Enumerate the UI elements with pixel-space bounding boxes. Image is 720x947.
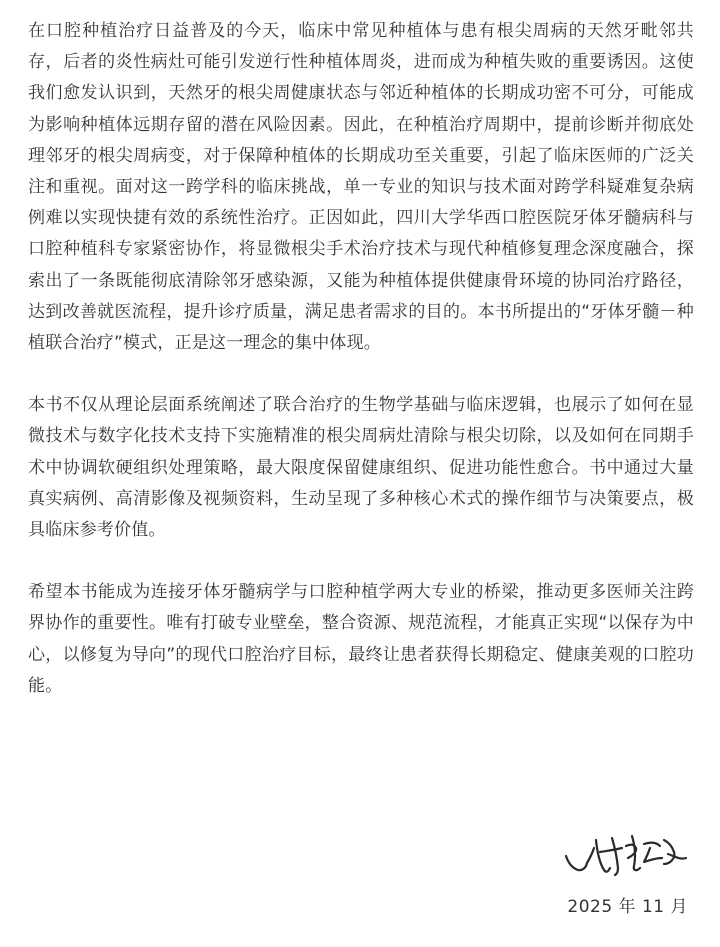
preface-body [28, 16, 694, 702]
paragraph-2: 本书不仅从理论层面系统阐述了联合治疗的生物学基础与临床逻辑，也展示了如何在显微技术与数字化技术支持下实施精准的根尖周病灶清除与根尖切除，以及如何在同期手术中协调软硬组织处理策略，最大限度保留健康组织、促进功能性愈合。书中通过大量真实病例、高清影像及视频资料，生动呈现了多种核心术式的操作细节与决策要点，极具临床参考价值。 [28, 395, 694, 541]
paragraph-3: 希望本书能成为连接牙体牙髓病学与口腔种植学两大专业的桥梁，推动更多医师关注跨界协作的重要性。唯有打破专业壁垒，整合资源、规范流程，才能真正实现“以保存为中心，以修复为导向”的现代口腔治疗目标，最终让患者获得长期稳定、健康美观的口腔功能。 [28, 582, 694, 696]
paragraph-1: 在口腔种植治疗日益普及的今天，临床中常见种植体与患有根尖周病的天然牙毗邻共存，后者的炎性病灶可能引发逆行性种植体周炎，进而成为种植失败的重要诱因。这使我们愈发认识到，天然牙的根尖周健康状态与邻近种植体的长期成功密不可分，可能成为影响种植体远期存留的潜在风险因素。因此，在种植治疗周期中，提前诊断并彻底处理邻牙的根尖周病变，对于保障种植体的长期成功至关重要，引起了临床医师的广泛关注和重视。面对这一跨学科的临床挑战，单一专业的知识与技术面对跨学科疑难复杂病例难以实现快捷有效的系统性治疗。正因如此，四川大学华西口腔医院牙体牙髓病科与口腔种植科专家紧密协作，将显微根尖手术治疗技术与现代种植修复理念深度融合，探索出了一条既能彻底清除邻牙感染源，又能为种植体提供健康骨环境的协同治疗路径，达到改善就医流程，提升诊疗质量，满足患者需求的目的。本书所提出的“牙体牙髓－种植联合治疗”模式，正是这一理念的集中体现。 [28, 21, 694, 354]
handwritten-signature [560, 818, 700, 888]
date-line: 2025 年 11 月 [567, 897, 688, 917]
